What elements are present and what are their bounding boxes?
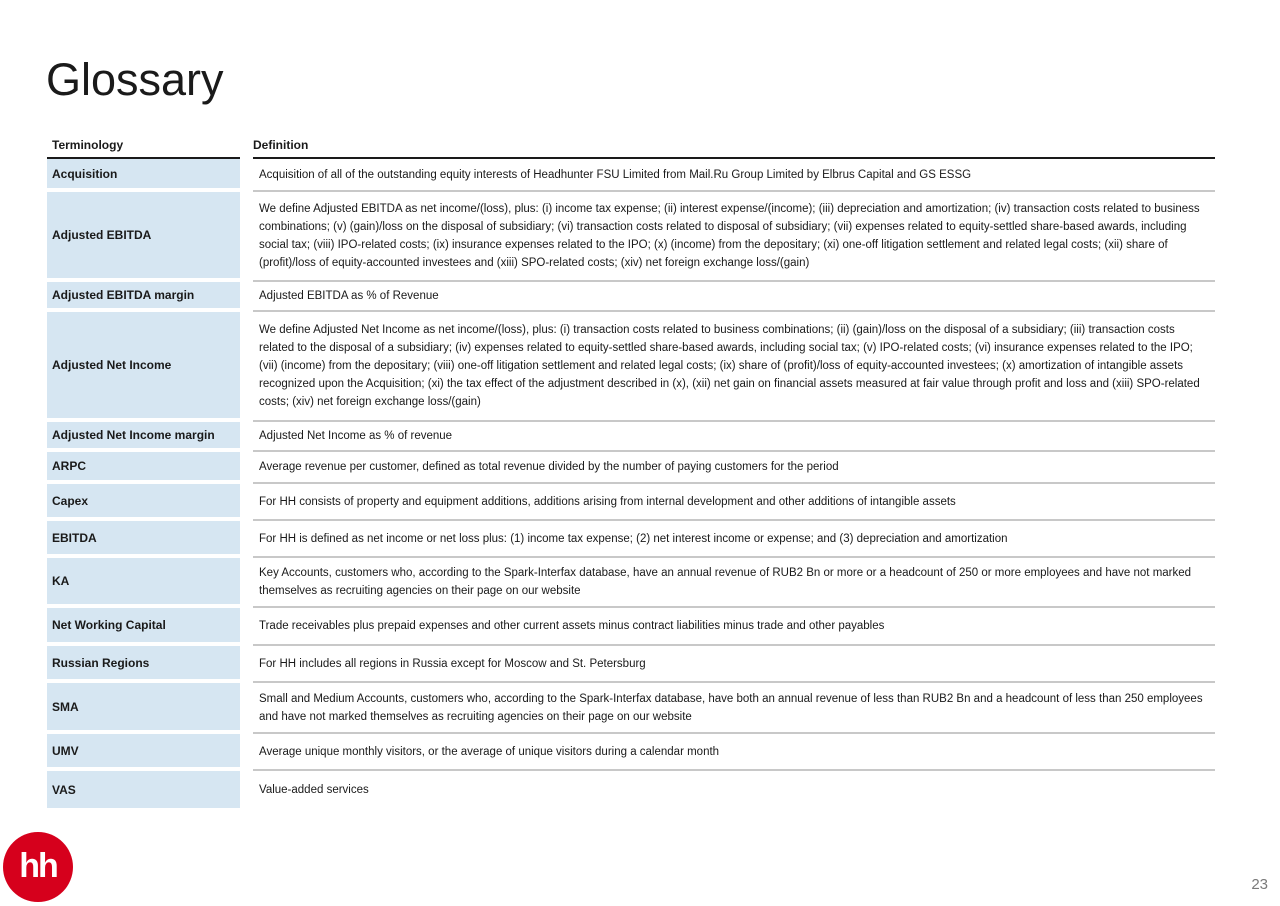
definition-text: For HH is defined as net income or net loss plus: (1) income tax expense; (2) net interest income or expense; and (3) depreciation and amortization [259, 532, 1008, 545]
logo-text: hh [19, 847, 57, 885]
definition-text: Average revenue per customer, defined as total revenue divided by the number of paying customers for the period [259, 461, 839, 473]
definition-cell [253, 734, 1215, 771]
definition-text: We define Adjusted Net Income as net income/(loss), plus: (i) transaction costs related to business combinations; (ii) (gain)/loss on the disposal of a subsidiary; (iii) transaction costs related to the disposal of a subsidiary; (iv) expenses related to equity-settled share-based awards, including social tax; (v) IPO-related costs; (vi) insurance expenses related to the IPO; (vii) (income) from the depositary; (viii) one-off litigation settlement and related legal costs; (ix) share of (profit)/loss of equity-accounted investees; (x) amortization of intangible assets recognized upon the Acquisition; (xi) the tax effect of the adjustment described in (x), (xii) net gain on financial assets measured at fair value through profit and loss and (xiii) SPO-related costs; (xiv) net foreign exchange loss/(gain) [259, 324, 1200, 408]
term-cell: Russian Regions [47, 646, 240, 683]
glossary-row-net-working-capital [47, 608, 1215, 646]
definition-text: We define Adjusted EBITDA as net income/(loss), plus: (i) income tax expense; (ii) interest expense/(income); (iii) depreciation and amortization; (iv) transaction costs related to business combinations; (v) (gain)/loss on the disposal of subsidiary; (vi) transaction costs related to disposal of subsidiary; (vii) expenses related to equity-settled share-based awards, including social tax; (viii) IPO-related costs; (ix) insurance expenses related to the IPO; (x) (income) from the depositary; (xi) one-off litigation settlement and related legal costs; (xii) share of (profit)/loss of equity-accounted investees and (xiii) SPO-related costs; (xiv) net foreign exchange loss/(gain) [259, 203, 1200, 269]
definition-cell [253, 452, 1215, 484]
term-cell: KA [47, 558, 240, 608]
definition-cell [253, 484, 1215, 521]
definition-header: Definition [253, 133, 1215, 159]
glossary-row-arpc [47, 452, 1215, 484]
glossary-row-adjusted-ebitda-margin [47, 282, 1215, 312]
definition-cell [253, 312, 1215, 422]
definition-text: For HH includes all regions in Russia except for Moscow and St. Petersburg [259, 657, 646, 670]
glossary-row-russian-regions [47, 646, 1215, 683]
term-cell: Adjusted Net Income margin [47, 422, 240, 452]
definition-text: For HH consists of property and equipment additions, additions arising from internal development and other additions of intangible assets [259, 495, 956, 508]
term-cell: EBITDA [47, 521, 240, 558]
glossary-row-acquisition [47, 159, 1215, 192]
glossary-row-vas [47, 771, 1215, 808]
page-title: Glossary [46, 54, 224, 105]
term-cell: Capex [47, 484, 240, 521]
term-cell: Adjusted EBITDA [47, 192, 240, 282]
glossary-row-capex [47, 484, 1215, 521]
definition-cell [253, 192, 1215, 282]
glossary-row-adjusted-net-income [47, 312, 1215, 422]
definition-cell [253, 521, 1215, 558]
definition-text: Adjusted Net Income as % of revenue [259, 430, 453, 442]
terminology-header: Terminology [47, 133, 240, 159]
term-cell: UMV [47, 734, 240, 771]
glossary-row-sma [47, 683, 1215, 734]
term-cell: Acquisition [47, 159, 240, 192]
definition-text: Small and Medium Accounts, customers who, according to the Spark-Interfax database, have both an annual revenue of less than RUB2 Bn and a headcount of less than 250 employees and have not marked themselves as recruiting agencies on their page on our website [259, 692, 1203, 723]
hh-logo [3, 832, 73, 902]
glossary-header-row [47, 133, 1215, 159]
term-cell: VAS [47, 771, 240, 808]
glossary-row-ka [47, 558, 1215, 608]
page-number: 23 [1251, 876, 1268, 893]
definition-cell [253, 422, 1215, 452]
glossary-row-umv [47, 734, 1215, 771]
definition-text: Adjusted EBITDA as % of Revenue [259, 290, 439, 302]
term-cell: ARPC [47, 452, 240, 484]
definition-cell [253, 282, 1215, 312]
glossary-row-adjusted-ebitda [47, 192, 1215, 282]
definition-text: Key Accounts, customers who, according to the Spark-Interfax database, have an annual revenue of RUB2 Bn or more or a headcount of 250 or more employees and have not marked themselves as recruiting agencies on their page on our website [259, 567, 1192, 597]
term-cell: Adjusted Net Income [47, 312, 240, 422]
glossary-row-adjusted-net-income-margin [47, 422, 1215, 452]
definition-text: Acquisition of all of the outstanding equity interests of Headhunter FSU Limited from Mail.Ru Group Limited by Elbrus Capital and GS ESSG [259, 168, 972, 181]
definition-cell [253, 646, 1215, 683]
definition-cell [253, 558, 1215, 608]
term-cell: Adjusted EBITDA margin [47, 282, 240, 312]
definition-cell [253, 159, 1215, 192]
definition-text: Average unique monthly visitors, or the average of unique visitors during a calendar month [259, 745, 720, 758]
glossary-row-ebitda [47, 521, 1215, 558]
term-cell: SMA [47, 683, 240, 734]
definition-text: Trade receivables plus prepaid expenses and other current assets minus contract liabilities minus trade and other payables [259, 620, 885, 632]
term-cell: Net Working Capital [47, 608, 240, 646]
definition-cell [253, 771, 1215, 808]
definition-cell [253, 608, 1215, 646]
glossary-table [47, 133, 1215, 808]
definition-cell [253, 683, 1215, 734]
definition-text: Value-added services [259, 783, 369, 796]
